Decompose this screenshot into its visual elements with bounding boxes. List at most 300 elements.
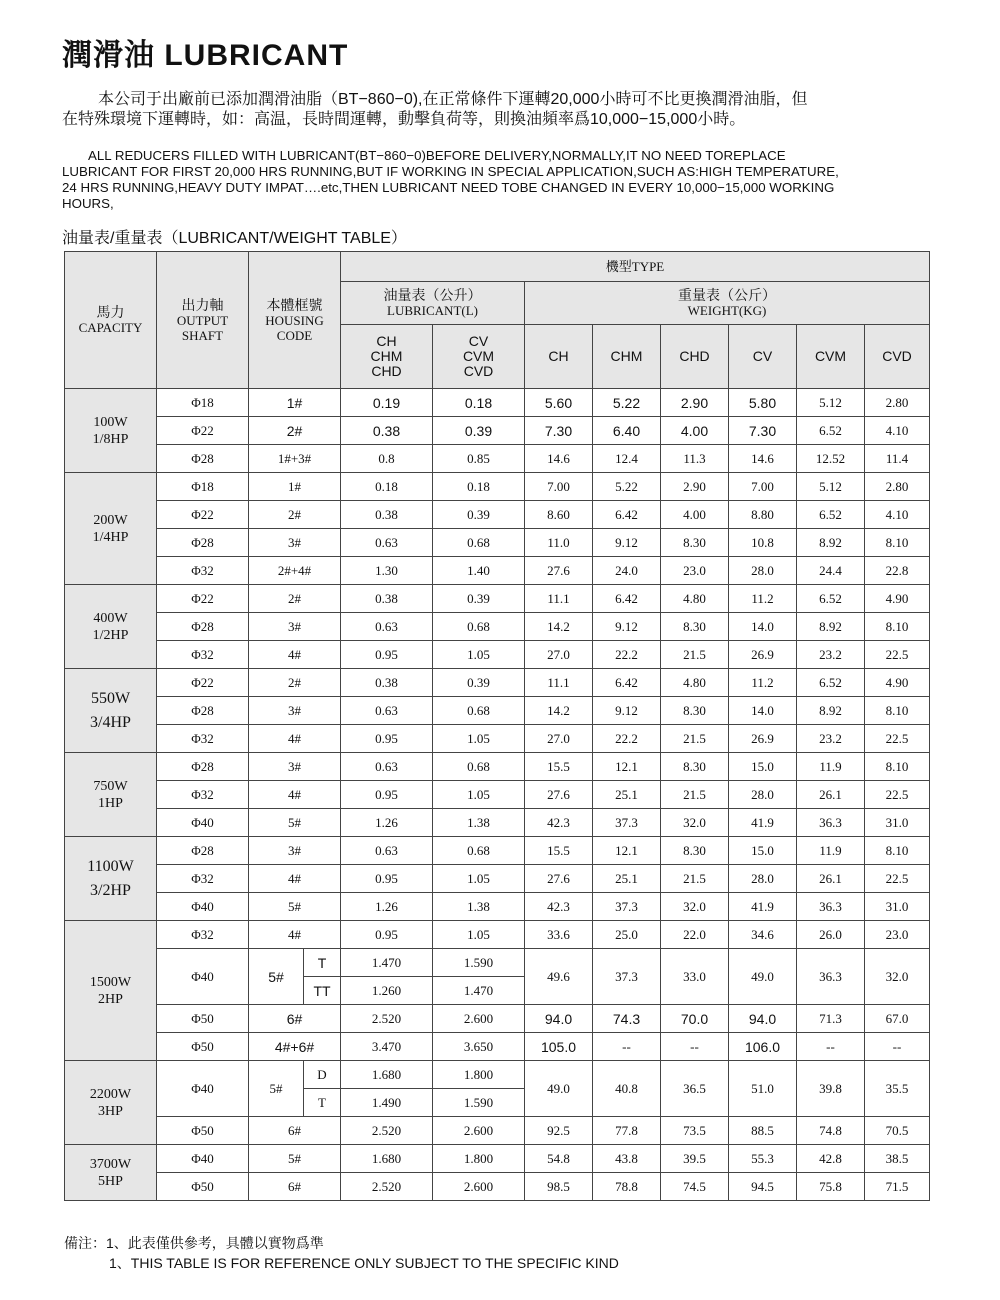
weight-cell: 54.8 — [525, 1145, 593, 1173]
header-lubricant — [341, 282, 525, 325]
table-row — [65, 529, 930, 557]
weight-cell: 49.6 — [525, 949, 593, 1005]
lubricant-cell: 1.800 — [433, 1145, 525, 1173]
housing-code-cell: 3# — [249, 529, 341, 557]
weight-cell: 39.8 — [797, 1061, 865, 1117]
weight-cell: 4.10 — [865, 501, 930, 529]
housing-code-cell: 5# — [249, 949, 304, 1005]
output-shaft-cell: Φ22 — [157, 501, 249, 529]
en-line-2: LUBRICANT FOR FIRST 20,000 HRS RUNNING,BUT IF WORKING IN SPECIAL APPLICATION,SUCH AS:HIGH TEMPERATURE, — [62, 164, 839, 179]
capacity-watts: 750W — [93, 778, 128, 794]
capacity-hp: 1/4HP — [92, 529, 129, 545]
weight-cell: 6.52 — [797, 669, 865, 697]
weight-cell: 49.0 — [729, 949, 797, 1005]
weight-cell: 27.6 — [525, 557, 593, 585]
weight-cell: 22.8 — [865, 557, 930, 585]
weight-cell: 41.9 — [729, 809, 797, 837]
lubricant-cell: 0.39 — [433, 417, 525, 445]
header-housing-en2: CODE — [276, 327, 313, 343]
weight-cell: 22.2 — [593, 725, 661, 753]
weight-cell: 22.2 — [593, 641, 661, 669]
table-row — [65, 445, 930, 473]
header-capacity — [65, 252, 157, 389]
table-row — [65, 585, 930, 613]
weight-cell: 8.92 — [797, 529, 865, 557]
capacity-cell — [65, 837, 157, 921]
weight-cell: 8.60 — [525, 501, 593, 529]
table-row — [65, 837, 930, 865]
housing-code-cell: 1# — [249, 389, 341, 417]
weight-cell: 11.0 — [525, 529, 593, 557]
housing-variant-cell: T — [304, 949, 341, 977]
lubricant-cell: 2.520 — [341, 1005, 433, 1033]
model-label: CH — [376, 333, 397, 349]
lubricant-cell: 1.470 — [433, 977, 525, 1005]
housing-code-cell: 5# — [249, 1145, 341, 1173]
weight-cell: 15.0 — [729, 837, 797, 865]
header-capacity-cn: 馬力 — [96, 304, 125, 320]
housing-variant-cell: T — [304, 1089, 341, 1117]
weight-cell: 25.0 — [593, 921, 661, 949]
weight-cell: 105.0 — [525, 1033, 593, 1061]
weight-cell: 77.8 — [593, 1117, 661, 1145]
housing-code-cell: 2# — [249, 417, 341, 445]
weight-cell: 4.00 — [661, 417, 729, 445]
weight-cell: 7.30 — [729, 417, 797, 445]
lubricant-cell: 0.18 — [433, 473, 525, 501]
table-row — [65, 1005, 930, 1033]
housing-code-cell: 1#+3# — [249, 445, 341, 473]
weight-cell: 8.30 — [661, 837, 729, 865]
housing-code-cell: 6# — [249, 1117, 341, 1145]
weight-cell: 7.00 — [525, 473, 593, 501]
capacity-watts: 2200W — [89, 1086, 132, 1102]
weight-cell: 21.5 — [661, 781, 729, 809]
lubricant-cell: 1.260 — [341, 977, 433, 1005]
weight-cell: -- — [865, 1033, 930, 1061]
weight-cell: -- — [797, 1033, 865, 1061]
weight-cell: 8.10 — [865, 753, 930, 781]
capacity-watts: 3700W — [89, 1156, 132, 1172]
lubricant-cell: 0.95 — [341, 781, 433, 809]
capacity-watts: 400W — [93, 610, 128, 626]
header-housing-cn: 本體框號 — [266, 296, 323, 313]
weight-cell: 27.6 — [525, 781, 593, 809]
weight-cell: 42.8 — [797, 1145, 865, 1173]
lubricant-cell: 0.38 — [341, 417, 433, 445]
header-type — [341, 252, 930, 282]
table-row — [65, 865, 930, 893]
lubricant-cell: 1.26 — [341, 809, 433, 837]
weight-cell: 14.6 — [525, 445, 593, 473]
lubricant-cell: 0.38 — [341, 585, 433, 613]
output-shaft-cell: Φ28 — [157, 837, 249, 865]
housing-code-cell: 4# — [249, 725, 341, 753]
lubricant-cell: 0.18 — [341, 473, 433, 501]
model-label: CV — [468, 333, 489, 349]
note-line-2: 1、THIS TABLE IS FOR REFERENCE ONLY SUBJECT TO THE SPECIFIC KIND — [109, 1255, 619, 1271]
weight-cell: 11.2 — [729, 669, 797, 697]
housing-code-cell: 4# — [249, 641, 341, 669]
header-weight-col: CVD — [865, 325, 930, 389]
weight-cell: 39.5 — [661, 1145, 729, 1173]
output-shaft-cell: Φ28 — [157, 445, 249, 473]
weight-cell: 26.9 — [729, 641, 797, 669]
header-lub-col-2 — [433, 325, 525, 389]
table-caption: 油量表/重量表（LUBRICANT/WEIGHT TABLE） — [62, 230, 407, 247]
capacity-cell — [65, 473, 157, 585]
model-label: CHD — [371, 363, 402, 379]
weight-cell: 41.9 — [729, 893, 797, 921]
weight-cell: 5.12 — [797, 473, 865, 501]
weight-cell: 24.4 — [797, 557, 865, 585]
table-row — [65, 1117, 930, 1145]
output-shaft-cell: Φ22 — [157, 585, 249, 613]
lubricant-cell: 2.600 — [433, 1117, 525, 1145]
weight-cell: 35.5 — [865, 1061, 930, 1117]
weight-cell: 12.1 — [593, 837, 661, 865]
weight-cell: -- — [661, 1033, 729, 1061]
header-capacity-en: CAPACITY — [78, 320, 143, 335]
output-shaft-cell: Φ22 — [157, 669, 249, 697]
header-shaft-en2: SHAFT — [181, 327, 224, 343]
capacity-watts: 100W — [93, 414, 128, 430]
header-weight-col: CH — [525, 325, 593, 389]
weight-cell: 8.30 — [661, 613, 729, 641]
capacity-cell — [65, 753, 157, 837]
weight-cell: 22.5 — [865, 725, 930, 753]
weight-cell: 12.52 — [797, 445, 865, 473]
weight-cell: 92.5 — [525, 1117, 593, 1145]
lubricant-cell: 2.520 — [341, 1173, 433, 1201]
lubricant-cell: 0.63 — [341, 753, 433, 781]
weight-cell: 9.12 — [593, 613, 661, 641]
weight-cell: 4.90 — [865, 585, 930, 613]
housing-code-cell: 6# — [249, 1005, 341, 1033]
weight-cell: 36.3 — [797, 949, 865, 1005]
weight-cell: 5.12 — [797, 389, 865, 417]
capacity-cell — [65, 669, 157, 753]
housing-code-cell: 5# — [249, 1061, 304, 1117]
output-shaft-cell: Φ32 — [157, 865, 249, 893]
weight-cell: 74.3 — [593, 1005, 661, 1033]
weight-cell: 5.22 — [593, 389, 661, 417]
table-row — [65, 641, 930, 669]
header-weight — [525, 282, 930, 325]
weight-cell: 106.0 — [729, 1033, 797, 1061]
weight-cell: 5.80 — [729, 389, 797, 417]
weight-cell: 31.0 — [865, 809, 930, 837]
lubricant-cell: 0.95 — [341, 725, 433, 753]
model-label: CHM — [370, 348, 403, 364]
weight-cell: 25.1 — [593, 781, 661, 809]
weight-cell: -- — [593, 1033, 661, 1061]
model-label: CVM — [462, 348, 495, 364]
header-weight-en: WEIGHT(KG) — [687, 303, 767, 318]
weight-cell: 24.0 — [593, 557, 661, 585]
output-shaft-cell: Φ40 — [157, 949, 249, 1005]
lubricant-cell: 0.85 — [433, 445, 525, 473]
weight-cell: 49.0 — [525, 1061, 593, 1117]
table-row — [65, 781, 930, 809]
weight-cell: 12.4 — [593, 445, 661, 473]
output-shaft-cell: Φ50 — [157, 1173, 249, 1201]
page-title: 潤滑油 LUBRICANT — [62, 39, 349, 72]
table-row — [65, 557, 930, 585]
header-type-label: 機型TYPE — [605, 259, 665, 274]
weight-cell: 28.0 — [729, 865, 797, 893]
weight-cell: 9.12 — [593, 529, 661, 557]
housing-code-cell: 3# — [249, 697, 341, 725]
weight-cell: 37.3 — [593, 949, 661, 1005]
table-row — [65, 921, 930, 949]
lubricant-cell: 0.95 — [341, 921, 433, 949]
weight-cell: 11.1 — [525, 585, 593, 613]
weight-cell: 14.2 — [525, 613, 593, 641]
weight-cell: 8.92 — [797, 697, 865, 725]
weight-cell: 11.1 — [525, 669, 593, 697]
weight-cell: 32.0 — [661, 809, 729, 837]
weight-cell: 23.0 — [865, 921, 930, 949]
lubricant-cell: 0.63 — [341, 837, 433, 865]
weight-cell: 43.8 — [593, 1145, 661, 1173]
housing-code-cell: 3# — [249, 613, 341, 641]
lubricant-cell: 1.38 — [433, 809, 525, 837]
weight-cell: 5.60 — [525, 389, 593, 417]
lubricant-cell: 1.470 — [341, 949, 433, 977]
weight-cell: 8.10 — [865, 697, 930, 725]
lubricant-cell: 2.600 — [433, 1173, 525, 1201]
table-row — [65, 1033, 930, 1061]
capacity-watts: 1100W — [87, 857, 134, 875]
output-shaft-cell: Φ32 — [157, 921, 249, 949]
weight-cell: 26.9 — [729, 725, 797, 753]
table-row — [65, 1061, 930, 1089]
weight-cell: 11.2 — [729, 585, 797, 613]
header-output-shaft — [157, 252, 249, 389]
weight-cell: 37.3 — [593, 893, 661, 921]
weight-cell: 26.1 — [797, 781, 865, 809]
lubricant-cell: 0.19 — [341, 389, 433, 417]
weight-cell: 27.0 — [525, 725, 593, 753]
output-shaft-cell: Φ28 — [157, 697, 249, 725]
table-body — [65, 389, 930, 1201]
lubricant-cell: 0.38 — [341, 501, 433, 529]
lubricant-cell: 1.800 — [433, 1061, 525, 1089]
header-weight-col: CHD — [661, 325, 729, 389]
capacity-hp: 3/2HP — [90, 881, 131, 899]
weight-cell: 6.40 — [593, 417, 661, 445]
capacity-hp: 2HP — [98, 991, 123, 1007]
housing-variant-cell: D — [304, 1061, 341, 1089]
lubricant-cell: 1.05 — [433, 865, 525, 893]
output-shaft-cell: Φ32 — [157, 725, 249, 753]
capacity-cell — [65, 921, 157, 1061]
lubricant-cell: 0.68 — [433, 837, 525, 865]
output-shaft-cell: Φ28 — [157, 529, 249, 557]
weight-cell: 25.1 — [593, 865, 661, 893]
weight-cell: 23.0 — [661, 557, 729, 585]
weight-cell: 6.42 — [593, 501, 661, 529]
header-shaft-cn: 出力軸 — [181, 296, 224, 313]
output-shaft-cell: Φ28 — [157, 753, 249, 781]
table-row — [65, 389, 930, 417]
note-line-1: 備注：1、此表僅供參考，具體以實物爲準 — [64, 1235, 324, 1251]
capacity-watts: 1500W — [89, 974, 132, 990]
table-row — [65, 473, 930, 501]
lubricant-cell: 1.30 — [341, 557, 433, 585]
weight-cell: 71.5 — [865, 1173, 930, 1201]
weight-cell: 6.42 — [593, 585, 661, 613]
lubricant-cell: 1.590 — [433, 949, 525, 977]
header-lub-col-1 — [341, 325, 433, 389]
lubricant-cell: 1.40 — [433, 557, 525, 585]
weight-cell: 42.3 — [525, 893, 593, 921]
table-row — [65, 613, 930, 641]
lubricant-cell: 0.38 — [341, 669, 433, 697]
header-weight-col: CHM — [593, 325, 661, 389]
weight-cell: 4.80 — [661, 585, 729, 613]
housing-code-cell: 5# — [249, 809, 341, 837]
weight-cell: 26.1 — [797, 865, 865, 893]
output-shaft-cell: Φ22 — [157, 417, 249, 445]
weight-cell: 31.0 — [865, 893, 930, 921]
weight-cell: 14.0 — [729, 697, 797, 725]
lubricant-cell: 1.05 — [433, 725, 525, 753]
weight-cell: 8.10 — [865, 529, 930, 557]
weight-cell: 34.6 — [729, 921, 797, 949]
weight-cell: 26.0 — [797, 921, 865, 949]
weight-cell: 8.30 — [661, 697, 729, 725]
weight-cell: 8.30 — [661, 529, 729, 557]
output-shaft-cell: Φ40 — [157, 1061, 249, 1117]
header-shaft-en1: OUTPUT — [176, 312, 229, 328]
header-weight-col: CV — [729, 325, 797, 389]
weight-cell: 6.52 — [797, 501, 865, 529]
lubricant-cell: 0.95 — [341, 865, 433, 893]
lubricant-cell: 1.05 — [433, 641, 525, 669]
table-row — [65, 949, 930, 977]
capacity-watts: 200W — [93, 512, 128, 528]
capacity-cell — [65, 585, 157, 669]
weight-cell: 22.0 — [661, 921, 729, 949]
weight-cell: 94.0 — [525, 1005, 593, 1033]
housing-code-cell: 2#+4# — [249, 557, 341, 585]
output-shaft-cell: Φ18 — [157, 389, 249, 417]
weight-cell: 40.8 — [593, 1061, 661, 1117]
housing-code-cell: 4# — [249, 865, 341, 893]
weight-cell: 33.0 — [661, 949, 729, 1005]
weight-cell: 51.0 — [729, 1061, 797, 1117]
weight-cell: 8.10 — [865, 613, 930, 641]
weight-cell: 15.0 — [729, 753, 797, 781]
header-lubricant-en: LUBRICANT(L) — [387, 303, 478, 318]
lubricant-weight-table — [64, 251, 929, 1201]
housing-code-cell: 5# — [249, 893, 341, 921]
weight-cell: 14.2 — [525, 697, 593, 725]
housing-code-cell: 3# — [249, 753, 341, 781]
header-lubricant-cn: 油量表（公升） — [383, 287, 482, 303]
lubricant-cell: 0.63 — [341, 529, 433, 557]
housing-code-cell: 6# — [249, 1173, 341, 1201]
output-shaft-cell: Φ32 — [157, 557, 249, 585]
table-row — [65, 753, 930, 781]
lubricant-cell: 0.68 — [433, 753, 525, 781]
lubricant-cell: 0.63 — [341, 613, 433, 641]
header-housing-code — [249, 252, 341, 389]
weight-cell: 94.0 — [729, 1005, 797, 1033]
housing-code-cell: 2# — [249, 501, 341, 529]
lubricant-cell: 2.600 — [433, 1005, 525, 1033]
lubricant-cell: 1.590 — [433, 1089, 525, 1117]
weight-cell: 36.3 — [797, 893, 865, 921]
weight-cell: 15.5 — [525, 753, 593, 781]
weight-cell: 11.9 — [797, 837, 865, 865]
capacity-cell — [65, 389, 157, 473]
weight-cell: 5.22 — [593, 473, 661, 501]
weight-cell: 32.0 — [865, 949, 930, 1005]
weight-cell: 55.3 — [729, 1145, 797, 1173]
housing-code-cell: 2# — [249, 585, 341, 613]
weight-cell: 6.42 — [593, 669, 661, 697]
en-line-3: 24 HRS RUNNING,HEAVY DUTY IMPAT….etc,THEN LUBRICANT NEED TOBE CHANGED IN EVERY 10,000−15,000 WORKING — [62, 180, 835, 195]
weight-cell: 74.5 — [661, 1173, 729, 1201]
weight-cell: 94.5 — [729, 1173, 797, 1201]
weight-cell: 98.5 — [525, 1173, 593, 1201]
weight-cell: 12.1 — [593, 753, 661, 781]
housing-code-cell: 1# — [249, 473, 341, 501]
weight-cell: 78.8 — [593, 1173, 661, 1201]
weight-cell: 21.5 — [661, 641, 729, 669]
en-line-1: ALL REDUCERS FILLED WITH LUBRICANT(BT−860−0)BEFORE DELIVERY,NORMALLY,IT NO NEED TOREPLACE — [88, 148, 786, 163]
weight-cell: 22.5 — [865, 781, 930, 809]
housing-code-cell: 4# — [249, 781, 341, 809]
lubricant-cell: 1.38 — [433, 893, 525, 921]
weight-cell: 4.00 — [661, 501, 729, 529]
lubricant-cell: 0.39 — [433, 585, 525, 613]
table-row — [65, 1145, 930, 1173]
weight-cell: 14.0 — [729, 613, 797, 641]
weight-cell: 22.5 — [865, 865, 930, 893]
lubricant-cell: 3.470 — [341, 1033, 433, 1061]
weight-cell: 38.5 — [865, 1145, 930, 1173]
lubricant-cell: 1.490 — [341, 1089, 433, 1117]
lubricant-cell: 0.63 — [341, 697, 433, 725]
weight-cell: 7.00 — [729, 473, 797, 501]
weight-cell: 67.0 — [865, 1005, 930, 1033]
output-shaft-cell: Φ40 — [157, 893, 249, 921]
weight-cell: 2.80 — [865, 389, 930, 417]
weight-cell: 75.8 — [797, 1173, 865, 1201]
weight-cell: 42.3 — [525, 809, 593, 837]
housing-code-cell: 3# — [249, 837, 341, 865]
lubricant-cell: 1.26 — [341, 893, 433, 921]
en-line-4: HOURS, — [62, 196, 114, 211]
output-shaft-cell: Φ50 — [157, 1117, 249, 1145]
weight-cell: 32.0 — [661, 893, 729, 921]
weight-cell: 6.52 — [797, 585, 865, 613]
weight-cell: 21.5 — [661, 865, 729, 893]
lubricant-cell: 0.95 — [341, 641, 433, 669]
weight-cell: 23.2 — [797, 725, 865, 753]
weight-cell: 9.12 — [593, 697, 661, 725]
output-shaft-cell: Φ40 — [157, 809, 249, 837]
weight-cell: 11.9 — [797, 753, 865, 781]
output-shaft-cell: Φ32 — [157, 781, 249, 809]
weight-cell: 88.5 — [729, 1117, 797, 1145]
weight-cell: 2.80 — [865, 473, 930, 501]
output-shaft-cell: Φ32 — [157, 641, 249, 669]
